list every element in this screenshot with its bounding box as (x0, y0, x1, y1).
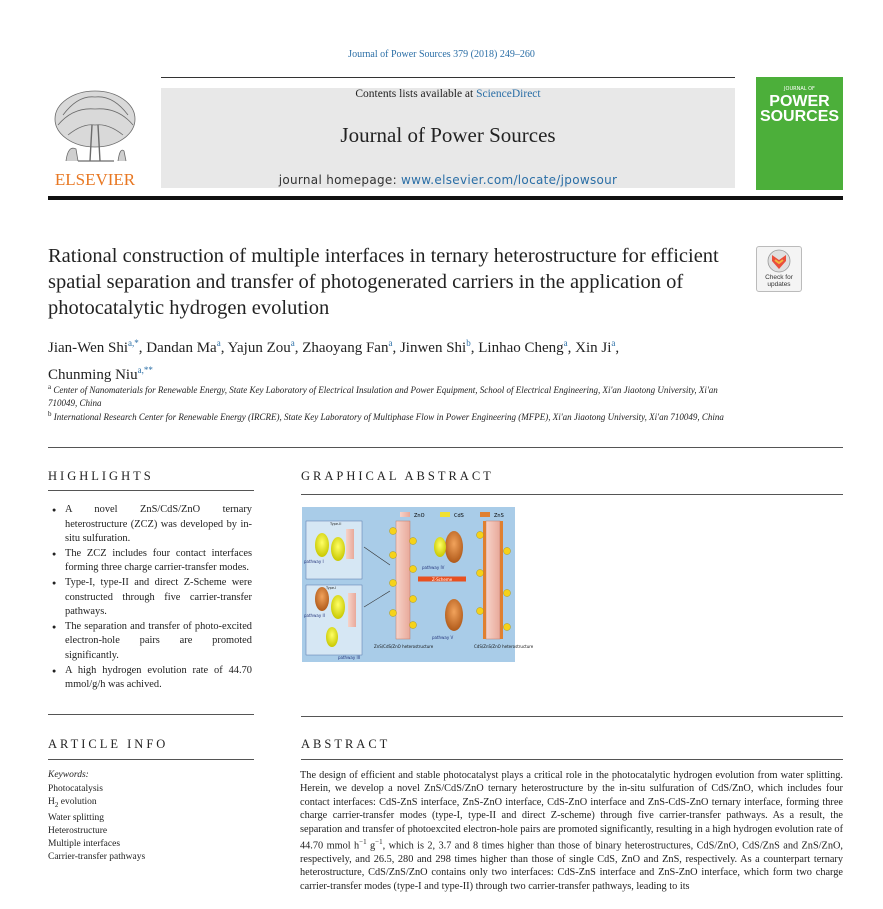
heterostructure-diagram (302, 507, 534, 662)
section-divider (48, 447, 843, 448)
cover-small-text: JOURNAL OF (784, 86, 815, 92)
list-item: ● Type-I, type-II and direct Z-Scheme were constructed through five carrier-transfer pathways. (52, 576, 252, 620)
author[interactable]: Jian-Wen Shi$^{a,*}$ (48, 338, 139, 356)
keywords-label: Keywords: (48, 770, 89, 780)
cover-line1: POWER (769, 93, 830, 110)
svg-text:pathway III: pathway III (338, 655, 360, 660)
check-for-updates-badge[interactable] (756, 246, 802, 292)
affiliation-marker: a (48, 383, 52, 391)
graphical-abstract-figure[interactable] (302, 507, 534, 662)
svg-text:pathway IV: pathway IV (422, 565, 445, 570)
article-info-heading: ARTICLE INFO (48, 737, 169, 751)
keyword[interactable]: Heterostructure (48, 825, 108, 836)
header-thick-rule (48, 196, 843, 200)
homepage-prefix: journal homepage: (278, 173, 402, 187)
svg-text:pathway V: pathway V (432, 635, 454, 640)
highlights-heading: HIGHLIGHTS (48, 469, 154, 483)
affiliation-text: International Research Center for Renewable Energy (IRCRE), State Key Laboratory of Multiphase Flow in Power Engineering (MFPE), Xi'an Jiaotong University, Xi'an 710049, China (53, 412, 724, 422)
cover-line2: SOURCES (759, 108, 840, 125)
graphical-abstract-rule (301, 494, 843, 495)
author-list: Jian-Wen Shi$^{a,*}$, Dandan Ma$^a$, Yajun Zou$^a$, Zhaoyang Fan$^a$, Jinwen Shi$^b$, Linhao Cheng$^a$, Xin Ji$^a$, Chunming Niu$^{a,**}$ (48, 338, 620, 383)
crossmark-line1: Check for (765, 274, 793, 281)
affiliation-marker: b (48, 410, 52, 418)
affiliation-b (48, 408, 748, 424)
svg-text:Type-I: Type-I (326, 586, 337, 590)
svg-text:ZnS/CdS/ZnO heterostructure: ZnS/CdS/ZnO heterostructure (374, 644, 434, 649)
highlights-list (52, 503, 252, 693)
sciencedirect-link[interactable]: ScienceDirect (476, 88, 541, 100)
abstract-rule (301, 759, 843, 760)
graphical-abstract-bottom-rule (301, 716, 843, 717)
svg-text:CdS: CdS (454, 513, 464, 519)
elsevier-tree-icon (48, 85, 143, 188)
homepage-line (161, 173, 735, 187)
elsevier-logo[interactable] (48, 85, 143, 188)
author[interactable]: Chunming Niu$^{a,**}$ (48, 365, 153, 383)
svg-text:Type-II: Type-II (330, 522, 342, 526)
cover-title (756, 94, 843, 124)
svg-text:ZnO: ZnO (414, 513, 425, 519)
crossmark-line2: updates (767, 281, 791, 288)
author[interactable]: Dandan Ma$^a$ (146, 338, 221, 356)
svg-text:ZnS: ZnS (494, 513, 504, 519)
author[interactable]: Yajun Zou$^a$ (227, 338, 295, 356)
contents-prefix: Contents lists available at (355, 88, 477, 100)
elsevier-wordmark: ELSEVIER (54, 170, 136, 189)
journal-reference[interactable]: Journal of Power Sources 379 (2018) 249–260 (348, 49, 535, 60)
svg-text:CdS/ZnS/ZnO heterostructure: CdS/ZnS/ZnO heterostructure (474, 644, 534, 649)
list-item: ● A high hydrogen evolution rate of 44.70 mmol/g/h was achived. (52, 664, 252, 693)
keywords-list (48, 783, 145, 864)
article-info-rule (48, 759, 254, 760)
abstract-heading: ABSTRACT (301, 737, 391, 751)
author[interactable]: Jinwen Shi$^b$ (399, 338, 471, 356)
graphical-abstract-heading: GRAPHICAL ABSTRACT (301, 469, 494, 483)
list-item: ● The ZCZ includes four contact interfaces forming three charge carrier-transfer modes. (52, 547, 252, 576)
list-item: ● A novel ZnS/CdS/ZnO ternary heterostructure (ZCZ) was developed by in-situ sulfuration. (52, 503, 252, 547)
author[interactable]: Zhaoyang Fan$^a$ (302, 338, 393, 356)
highlights-bottom-rule (48, 714, 254, 715)
svg-text:Z-Scheme: Z-Scheme (432, 577, 453, 582)
header-top-rule (161, 77, 735, 78)
journal-banner (161, 88, 735, 188)
keyword[interactable]: Multiple interfaces (48, 838, 121, 849)
abstract-body: The design of efficient and stable photocatalyst plays a critical role in the photocatalytic hydrogen evolution from water splitting. Herein, we develop a novel ZnS/CdS/ZnO ternary heterostructure by the in-situ sulfuration of CdS/ZnO, which includes four contact interfaces: CdS-ZnS interface, ZnS-ZnO interface, CdS-ZnO interface and ZnS-CdS-ZnO ternary interface, forming three charge carrier-transfer modes (type-I, type-II and direct Z-scheme) through five carrier-transfer pathways. As a result, the separation and transfer of photoexcited electron-hole pairs are promoted significantly, resulting in a high hydrogen evolution rate of 44.70 mmol $h^{-1}$ $g^{-1}$, which is 2, 3.7 and 8 times higher than those of binary heterostructures, CdS/ZnO, CdS/ZnS and ZnS/ZnO, respectively, and 26.5, 280 and 298 times higher than those of single CdS, ZnO and ZnS, respectively. As a counterpart ternary heterostructure, CdS/ZnS/ZnO contains only two interfaces: CdS-ZnS interface and ZnS-ZnO interface, which form two charge carrier-transfer modes (type-I and type-II) through two carrier-transfer pathways, leading to its (300, 770, 843, 892)
crossmark-icon (757, 247, 801, 275)
list-item: ● The separation and transfer of photo-excited electron-hole pairs are promoted significantly. (52, 620, 252, 664)
article-title: Rational construction of multiple interfaces in ternary heterostructure for efficient spatial separation and transfer of photogenerated carriers in the application of photocatalytic hydrogen evolution (48, 245, 719, 319)
affiliation-a (48, 381, 748, 410)
affiliation-text: Center of Nanomaterials for Renewable Energy, State Key Laboratory of Electrical Insulation and Power Equipment, School of Electrical Engineering, Xi'an Jiaotong University, Xi'an 710049, China (48, 385, 718, 408)
journal-title[interactable]: Journal of Power Sources (340, 123, 556, 147)
keyword[interactable]: Photocatalysis (48, 784, 103, 794)
keyword[interactable]: Water splitting (48, 812, 104, 823)
svg-text:pathway I: pathway I (304, 559, 324, 564)
keyword[interactable]: Carrier-transfer pathways (48, 851, 146, 862)
author[interactable]: Linhao Cheng$^a$ (478, 338, 568, 356)
homepage-link[interactable]: www.elsevier.com/locate/jpowsour (401, 173, 618, 187)
keyword-h2[interactable]: $H_2$ evolution (48, 797, 97, 809)
crossmark-label (757, 274, 801, 288)
contents-line (161, 88, 735, 100)
highlights-rule (48, 490, 254, 491)
journal-cover[interactable] (756, 77, 843, 190)
svg-text:pathway II: pathway II (304, 613, 325, 618)
author[interactable]: Xin Ji$^a$ (575, 338, 616, 356)
